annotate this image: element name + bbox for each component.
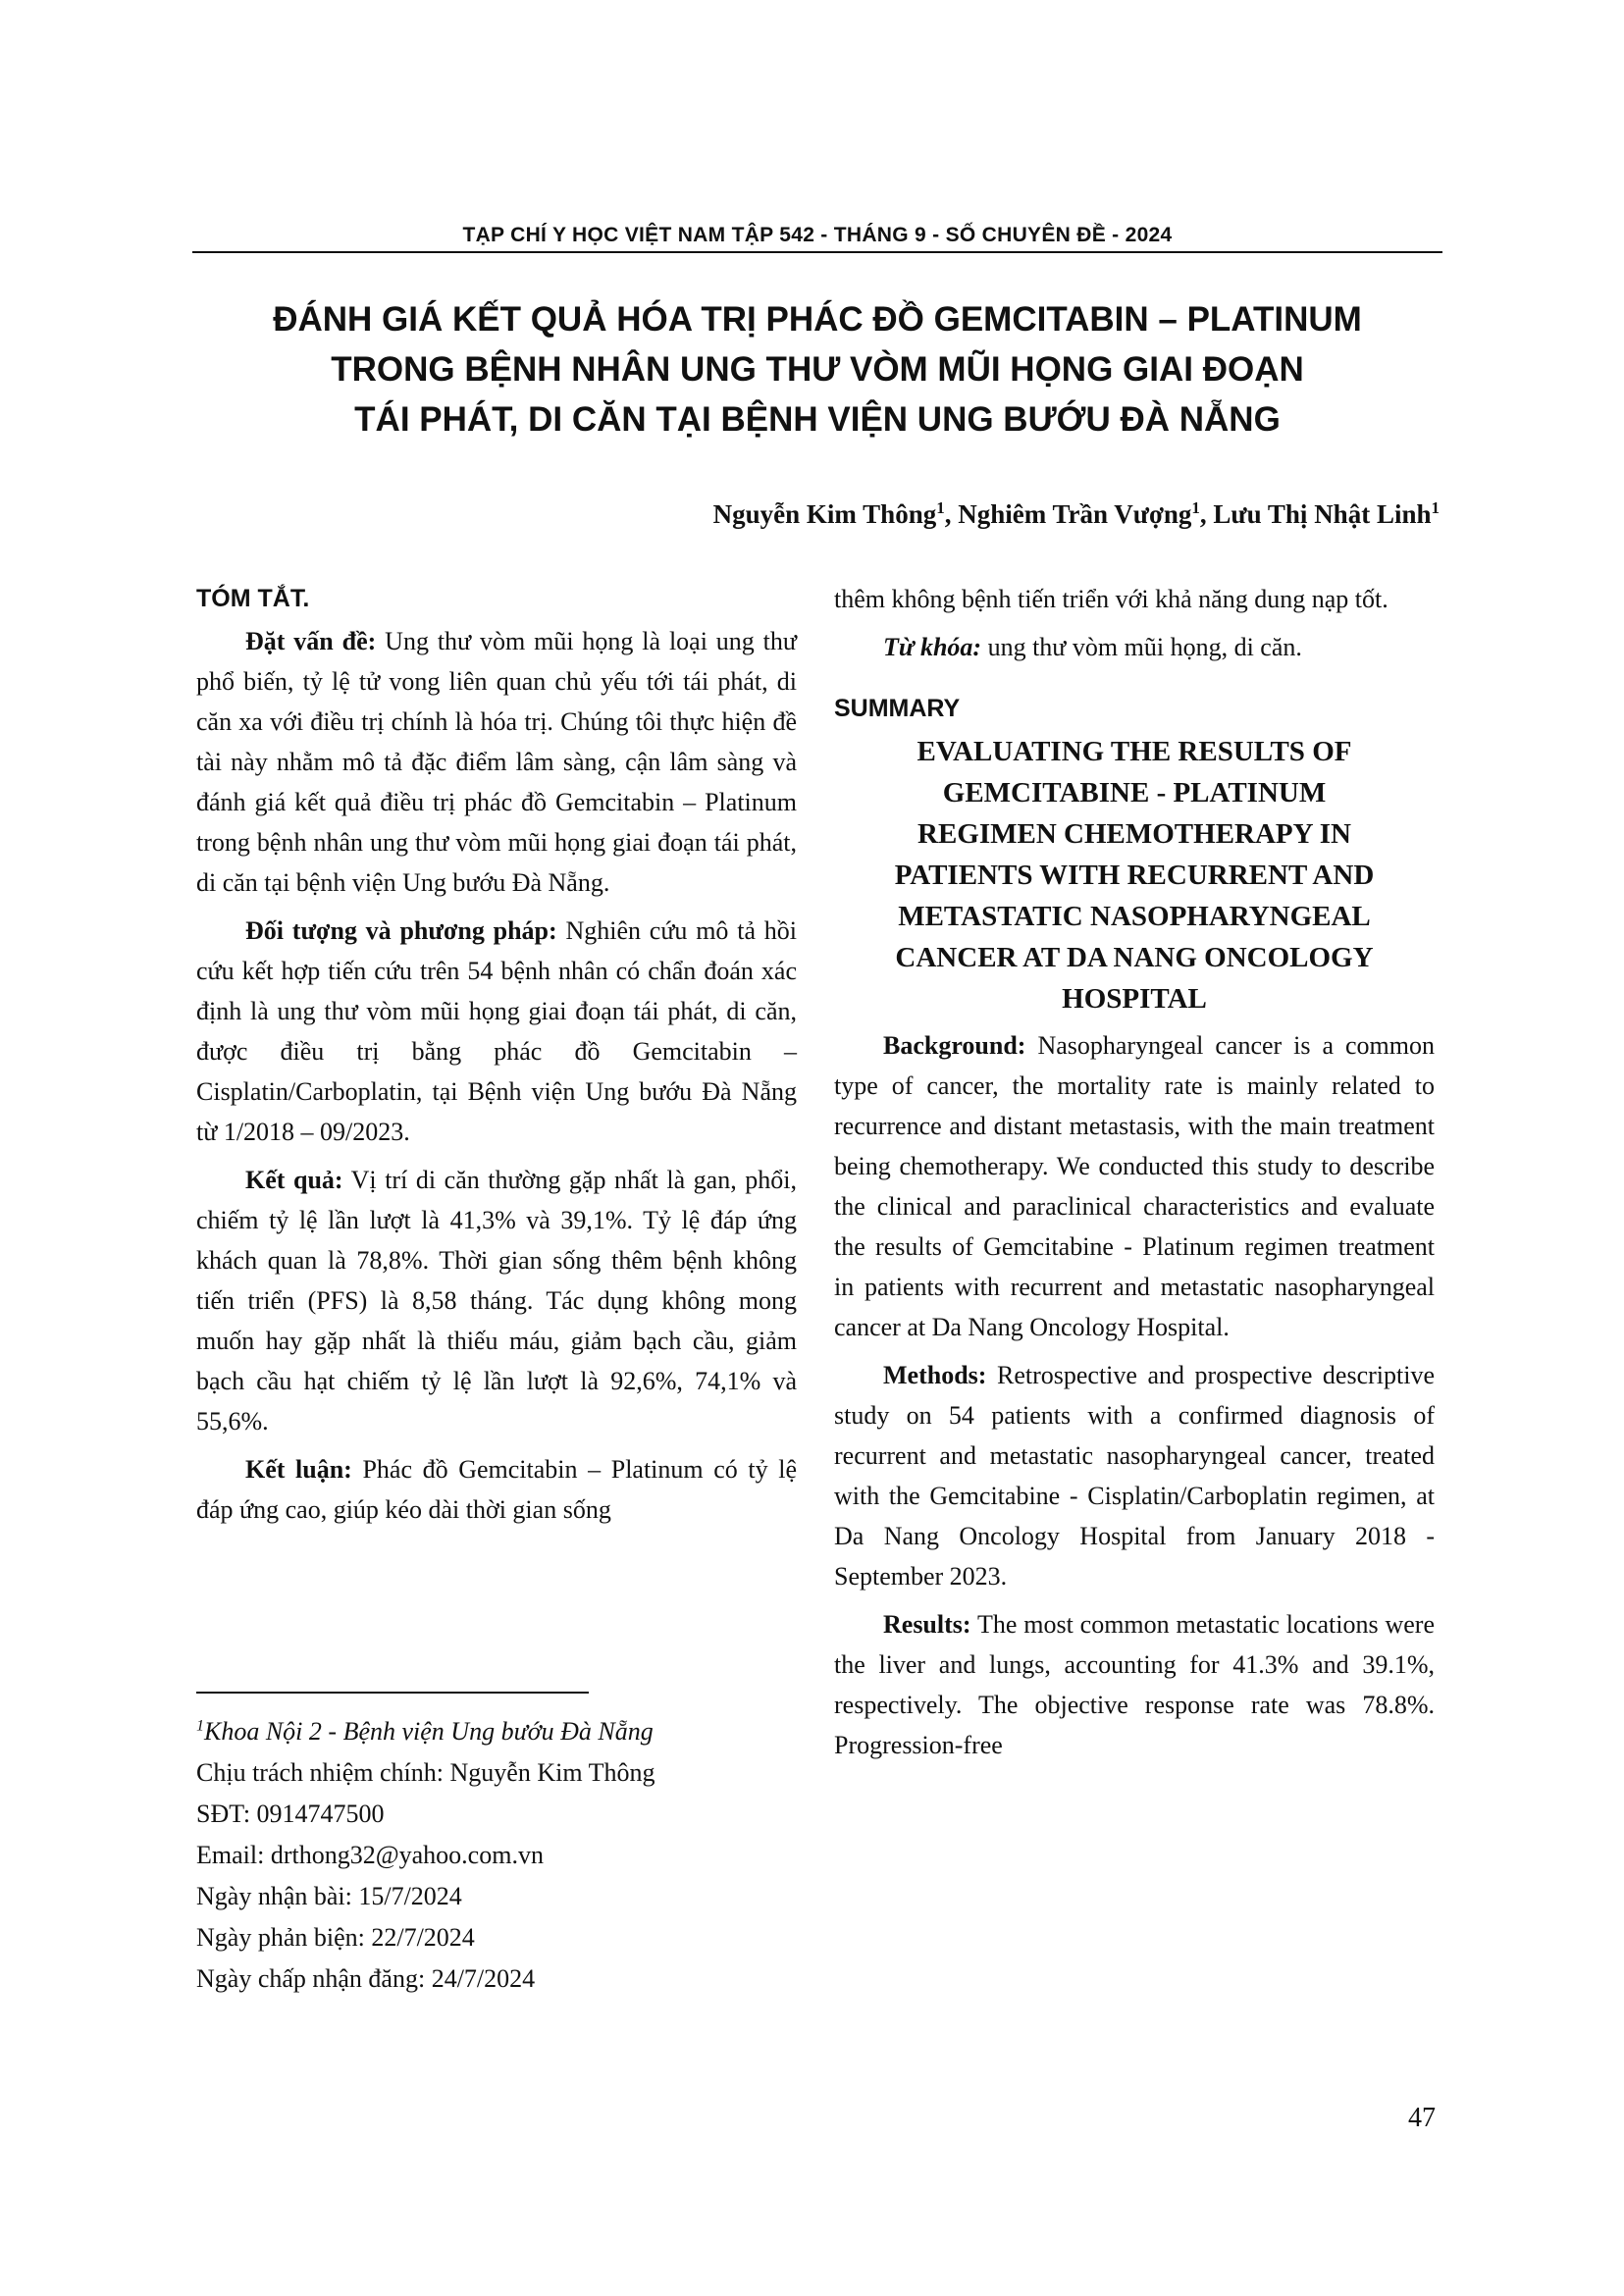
results-label: Kết quả: <box>245 1166 343 1194</box>
en-title-line-7: HOSPITAL <box>1062 983 1207 1015</box>
right-column <box>834 579 1435 1773</box>
page-number: 47 <box>1408 2103 1436 2133</box>
author-2: Nghiêm Trần Vượng <box>958 499 1192 529</box>
en-title-line-3: REGIMEN CHEMOTHERAPY IN <box>917 818 1351 850</box>
affiliation-text: Khoa Nội 2 - Bệnh viện Ung bướu Đà Nẵng <box>204 1716 654 1746</box>
conclusion-continued: thêm không bệnh tiến triển với khả năng dung nạp tốt. <box>834 585 1388 613</box>
abstract-results <box>196 1160 797 1441</box>
footnote-reviewed: Ngày phản biện: 22/7/2024 <box>196 1922 475 1952</box>
author-3-affil: 1 <box>1431 498 1440 517</box>
en-background-text: Nasopharyngeal cancer is a common type of cancer, the mortality rate is mainly related to recurrence and distant metastasis, with the main treatment being chemotherapy. We conducted this study to describe the clinical and paraclinical characteristics and evaluate the results of Gemcitabine - Platinum regimen treatment in patients with recurrent and metastatic nasopharyngeal cancer at Da Nang Oncology Hospital. <box>834 1031 1435 1341</box>
author-separator: , <box>944 499 959 529</box>
title-line-3: TÁI PHÁT, DI CĂN TẠI BỆNH VIỆN UNG BƯỚU ĐÀ NẴNG <box>354 400 1281 439</box>
author-separator: , <box>1199 499 1214 529</box>
abstract-background <box>196 621 797 903</box>
summary-methods <box>834 1355 1435 1596</box>
en-methods-text: Retrospective and prospective descriptive study on 54 patients with a confirmed diagnosis of recurrent and metastatic nasopharyngeal cancer, treated with the Gemcitabine - Cisplatin/Carboplatin regimen, at Da Nang Oncology Hospital from January 2018 - September 2023. <box>834 1361 1435 1591</box>
footnote-email: Email: drthong32@yahoo.com.vn <box>196 1840 544 1869</box>
header-rule <box>192 251 1442 253</box>
journal-header: TẠP CHÍ Y HỌC VIỆT NAM TẬP 542 - THÁNG 9 - SỐ CHUYÊN ĐỀ - 2024 <box>462 224 1173 246</box>
summary-background <box>834 1025 1435 1347</box>
conclusion-text: Phác đồ Gemcitabin – Platinum có tỷ lệ đáp ứng cao, giúp kéo dài thời gian sống <box>196 1455 797 1524</box>
en-title-line-2: GEMCITABINE - PLATINUM <box>942 777 1327 809</box>
title-line-1: ĐÁNH GIÁ KẾT QUẢ HÓA TRỊ PHÁC ĐỒ GEMCITABIN – PLATINUM <box>273 300 1362 339</box>
background-text: Ung thư vòm mũi họng là loại ung thư phổ biến, tỷ lệ tử vong liên quan chủ yếu tới tái phát, di căn xa với điều trị chính là hóa trị. Chúng tôi thực hiện đề tài này nhằm mô tả đặc điểm lâm sàng, cận lâm sàng và đánh giá kết quả điều trị phác đồ Gemcitabin – Platinum trong bệnh nhân ung thư vòm mũi họng giai đoạn tái phát, di căn tại bệnh viện Ung bướu Đà Nẵng. <box>196 627 797 897</box>
abstract-heading: TÓM TẮT. <box>196 585 310 612</box>
en-methods-label: Methods: <box>883 1361 987 1389</box>
en-results-label: Results: <box>883 1610 971 1639</box>
en-background-label: Background: <box>883 1031 1026 1060</box>
en-title-line-5: METASTATIC NASOPHARYNGEAL <box>898 901 1371 932</box>
en-title-line-1: EVALUATING THE RESULTS OF <box>917 736 1352 767</box>
abstract-conclusion <box>196 1449 797 1530</box>
methods-text: Nghiên cứu mô tả hồi cứu kết hợp tiến cứu trên 54 bệnh nhân có chẩn đoán xác định là ung thư vòm mũi họng giai đoạn tái phát, di căn, được điều trị bằng phác đồ Gemcitabin – Cisplatin/Carboplatin, tại Bệnh viện Ung bướu Đà Nẵng từ 1/2018 – 09/2023. <box>196 916 797 1146</box>
english-title <box>834 731 1435 1019</box>
summary-heading: SUMMARY <box>834 695 961 722</box>
background-label: Đặt vấn đề: <box>245 627 377 655</box>
abstract-methods <box>196 911 797 1152</box>
affiliation-sup: 1 <box>196 1717 204 1734</box>
footnote-affiliation <box>196 1705 655 1752</box>
keywords <box>834 627 1435 667</box>
en-title-line-4: PATIENTS WITH RECURRENT AND <box>894 860 1375 891</box>
en-results-text: The most common metastatic locations were the liver and lungs, accounting for 41.3% and 39.1%, respectively. The objective response rate was 78.8%. Progression-free <box>834 1610 1435 1759</box>
keywords-text: ung thư vòm mũi họng, di căn. <box>981 633 1302 661</box>
footnote-accepted: Ngày chấp nhận đăng: 24/7/2024 <box>196 1963 536 1993</box>
conclusion-label: Kết luận: <box>245 1455 352 1484</box>
author-list <box>713 498 1440 530</box>
footnote-rule <box>196 1692 589 1694</box>
footnote <box>196 1705 655 2000</box>
footnote-received: Ngày nhận bài: 15/7/2024 <box>196 1881 462 1910</box>
keywords-label: Từ khóa: <box>883 633 982 661</box>
results-text: Vị trí di căn thường gặp nhất là gan, phổi, chiếm tỷ lệ lần lượt là 41,3% và 39,1%. Tỷ lệ đáp ứng khách quan là 78,8%. Thời gian sống thêm bệnh không tiến triển (PFS) là 8,58 tháng. Tác dụng không mong muốn hay gặp nhất là thiếu máu, giảm bạch cầu, giảm bạch cầu hạt chiếm tỷ lệ lần lượt là 92,6%, 74,1% và 55,6%. <box>196 1166 797 1435</box>
article-title <box>192 294 1442 444</box>
left-column <box>196 579 797 1538</box>
author-1-affil: 1 <box>936 498 945 517</box>
methods-label: Đối tượng và phương pháp: <box>245 916 557 945</box>
author-1: Nguyễn Kim Thông <box>712 499 937 529</box>
author-3: Lưu Thị Nhật Linh <box>1213 499 1432 529</box>
footnote-phone: SĐT: 0914747500 <box>196 1799 385 1828</box>
author-2-affil: 1 <box>1191 498 1200 517</box>
title-line-2: TRONG BỆNH NHÂN UNG THƯ VÒM MŨI HỌNG GIAI ĐOẠN <box>331 350 1304 389</box>
summary-results <box>834 1604 1435 1765</box>
footnote-corresponding: Chịu trách nhiệm chính: Nguyễn Kim Thông <box>196 1757 655 1787</box>
en-title-line-6: CANCER AT DA NANG ONCOLOGY <box>895 942 1374 973</box>
